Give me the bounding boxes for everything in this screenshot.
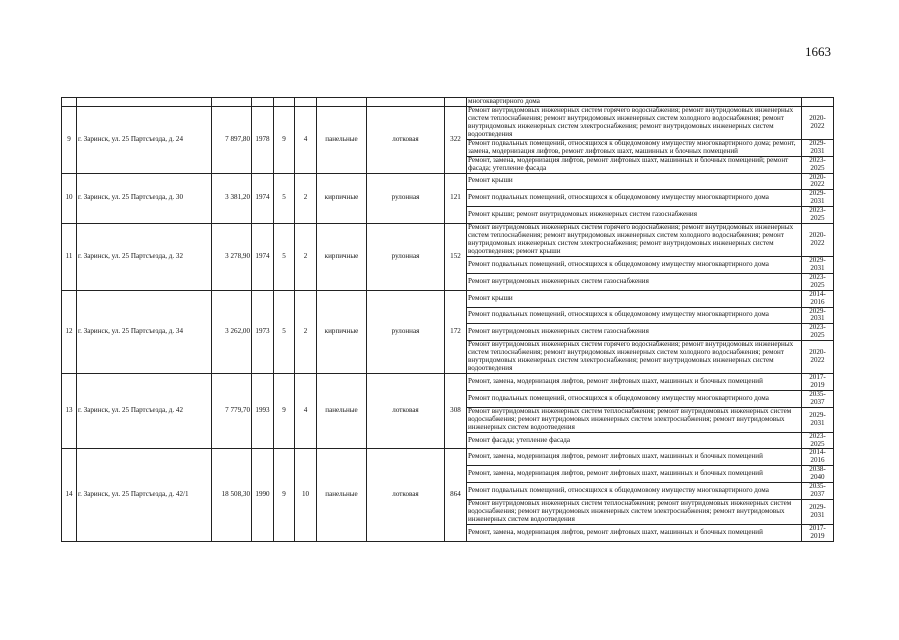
building-address: г. Заринск, ул. 25 Партсъезда, д. 42 — [77, 374, 212, 449]
work-period: 2020-2022 — [802, 341, 834, 374]
building-residents: 172 — [445, 290, 467, 373]
table-row — [62, 449, 834, 466]
work-description: Ремонт, замена, модернизация лифтов, ремонт лифтовых шахт, машинных и блочных помещений — [467, 466, 802, 483]
work-description: Ремонт подвальных помещений, относящихся к общедомовому имуществу многоквартирного дома — [467, 307, 802, 324]
building-roof-type: рулонная — [367, 290, 445, 373]
building-number: 10 — [62, 173, 77, 224]
work-description: Ремонт внутридомовых инженерных систем теплоснабжения; ремонт внутридомовых инженерных систем водоснабжения; ремонт внутридомовых инженерных систем электроснабжения; ремонт внутридомовых инженерных систем водоотведения — [467, 407, 802, 432]
work-period: 2020-2022 — [802, 224, 834, 257]
page-number: 1663 — [805, 44, 831, 59]
building-wall-material: панельные — [317, 449, 367, 541]
work-period: 2035-2037 — [802, 483, 834, 500]
building-address: г. Заринск, ул. 25 Партсъезда, д. 24 — [77, 107, 212, 174]
table-body — [62, 98, 834, 542]
building-entrances: 2 — [295, 224, 317, 291]
work-description: Ремонт крыши; ремонт внутридомовых инженерных систем газоснабжения — [467, 207, 802, 224]
work-description: Ремонт подвальных помещений, относящихся к общедомовому имуществу многоквартирного дома — [467, 390, 802, 407]
building-wall-material: панельные — [317, 107, 367, 174]
work-description: Ремонт, замена, модернизация лифтов, ремонт лифтовых шахт, машинных и блочных помещений — [467, 524, 802, 541]
work-description: Ремонт подвальных помещений, относящихся к общедомовому имуществу многоквартирного дома — [467, 256, 802, 273]
building-number: 11 — [62, 224, 77, 291]
building-area: 7 779,70 — [212, 374, 252, 449]
work-period: 2029-2031 — [802, 256, 834, 273]
work-description: Ремонт внутридомовых инженерных систем горячего водоснабжения; ремонт внутридомовых инженерных систем теплоснабжения; ремонт внутридомовых инженерных систем холодного водоснабжения; ремонт внутридомовых инженерных систем электроснабжения; ремонт внутридомовых инженерных систем водоотведения — [467, 107, 802, 140]
building-year: 1974 — [252, 224, 274, 291]
work-description: Ремонт подвальных помещений, относящихся к общедомовому имуществу многоквартирного дома — [467, 483, 802, 500]
work-description: Ремонт внутридомовых инженерных систем газоснабжения — [467, 324, 802, 341]
building-wall-material: кирпичные — [317, 224, 367, 291]
building-entrances: 4 — [295, 107, 317, 174]
work-period: 2029-2031 — [802, 139, 834, 156]
work-period: 2038-2040 — [802, 466, 834, 483]
building-address: г. Заринск, ул. 25 Партсъезда, д. 32 — [77, 224, 212, 291]
building-residents: 322 — [445, 107, 467, 174]
work-period: 2014-2016 — [802, 449, 834, 466]
work-period: 2023-2025 — [802, 324, 834, 341]
building-wall-material: кирпичные — [317, 173, 367, 224]
building-area: 3 278,90 — [212, 224, 252, 291]
building-year: 1978 — [252, 107, 274, 174]
building-floors: 5 — [274, 173, 295, 224]
work-description: Ремонт фасада; утепление фасада — [467, 432, 802, 449]
building-year: 1993 — [252, 374, 274, 449]
building-floors: 9 — [274, 449, 295, 541]
work-cell: многоквартирного дома — [467, 98, 802, 107]
building-year: 1974 — [252, 173, 274, 224]
table-row — [62, 374, 834, 391]
building-residents: 121 — [445, 173, 467, 224]
capital-repair-table — [61, 97, 834, 542]
work-description: Ремонт подвальных помещений, относящихся к общедомовому имуществу многоквартирного дома — [467, 190, 802, 207]
building-year: 1990 — [252, 449, 274, 541]
building-address: г. Заринск, ул. 25 Партсъезда, д. 34 — [77, 290, 212, 373]
work-period: 2023-2025 — [802, 273, 834, 290]
work-period: 2020-2022 — [802, 107, 834, 140]
building-entrances: 2 — [295, 173, 317, 224]
building-roof-type: рулонная — [367, 224, 445, 291]
work-period: 2029-2031 — [802, 307, 834, 324]
table-row — [62, 107, 834, 140]
work-period: 2029-2031 — [802, 500, 834, 525]
work-period: 2035-2037 — [802, 390, 834, 407]
work-description: Ремонт подвальных помещений, относящихся к общедомовому имуществу многоквартирного дома; ремонт, замена, модернизация лифтов, ремонт лифтовых шахт, машинных и блочных помещений — [467, 139, 802, 156]
work-description: Ремонт крыши — [467, 173, 802, 190]
work-period: 2023-2025 — [802, 207, 834, 224]
building-address: г. Заринск, ул. 25 Партсъезда, д. 42/1 — [77, 449, 212, 541]
building-entrances: 2 — [295, 290, 317, 373]
building-floors: 5 — [274, 224, 295, 291]
work-period: 2014-2016 — [802, 290, 834, 307]
building-area: 7 897,80 — [212, 107, 252, 174]
work-description: Ремонт внутридомовых инженерных систем горячего водоснабжения; ремонт внутридомовых инженерных систем теплоснабжения; ремонт внутридомовых инженерных систем холодного водоснабжения; ремонт внутридомовых инженерных систем электроснабжения; ремонт внутридомовых инженерных систем водоотведения; ремонт крыши — [467, 224, 802, 257]
building-roof-type: лотковая — [367, 107, 445, 174]
building-wall-material: панельные — [317, 374, 367, 449]
building-entrances: 10 — [295, 449, 317, 541]
building-number: 13 — [62, 374, 77, 449]
work-period: 2023-2025 — [802, 432, 834, 449]
work-description: Ремонт, замена, модернизация лифтов, ремонт лифтовых шахт, машинных и блочных помещений — [467, 374, 802, 391]
building-roof-type: рулонная — [367, 173, 445, 224]
building-area: 18 508,30 — [212, 449, 252, 541]
building-number: 9 — [62, 107, 77, 174]
building-roof-type: лотковая — [367, 449, 445, 541]
building-floors: 5 — [274, 290, 295, 373]
table-row — [62, 173, 834, 190]
table-row — [62, 224, 834, 257]
building-address: г. Заринск, ул. 25 Партсъезда, д. 30 — [77, 173, 212, 224]
work-description: Ремонт, замена, модернизация лифтов, ремонт лифтовых шахт, машинных и блочных помещений; ремонт фасада; утепление фасада — [467, 156, 802, 173]
building-year: 1973 — [252, 290, 274, 373]
work-description: Ремонт, замена, модернизация лифтов, ремонт лифтовых шахт, машинных и блочных помещений — [467, 449, 802, 466]
work-period: 2029-2031 — [802, 407, 834, 432]
work-period: 2029-2031 — [802, 190, 834, 207]
work-description: Ремонт внутридомовых инженерных систем горячего водоснабжения; ремонт внутридомовых инженерных систем теплоснабжения; ремонт внутридомовых инженерных систем холодного водоснабжения; ремонт внутридомовых инженерных систем электроснабжения; ремонт внутридомовых инженерных систем водоотведения — [467, 341, 802, 374]
building-residents: 152 — [445, 224, 467, 291]
work-period: 2017-2019 — [802, 374, 834, 391]
work-description: Ремонт крыши — [467, 290, 802, 307]
continuation-row — [62, 98, 834, 107]
building-residents: 308 — [445, 374, 467, 449]
building-number: 14 — [62, 449, 77, 541]
work-period: 2020-2022 — [802, 173, 834, 190]
work-period: 2017-2019 — [802, 524, 834, 541]
building-wall-material: кирпичные — [317, 290, 367, 373]
work-description: Ремонт внутридомовых инженерных систем газоснабжения — [467, 273, 802, 290]
building-area: 3 262,00 — [212, 290, 252, 373]
building-residents: 864 — [445, 449, 467, 541]
work-description: Ремонт внутридомовых инженерных систем теплоснабжения; ремонт внутридомовых инженерных систем водоснабжения; ремонт внутридомовых инженерных систем электроснабжения; ремонт внутридомовых инженерных систем водоотведения — [467, 500, 802, 525]
building-floors: 9 — [274, 374, 295, 449]
building-area: 3 381,20 — [212, 173, 252, 224]
building-number: 12 — [62, 290, 77, 373]
building-roof-type: лотковая — [367, 374, 445, 449]
building-floors: 9 — [274, 107, 295, 174]
work-period: 2023-2025 — [802, 156, 834, 173]
building-entrances: 4 — [295, 374, 317, 449]
table-row — [62, 290, 834, 307]
